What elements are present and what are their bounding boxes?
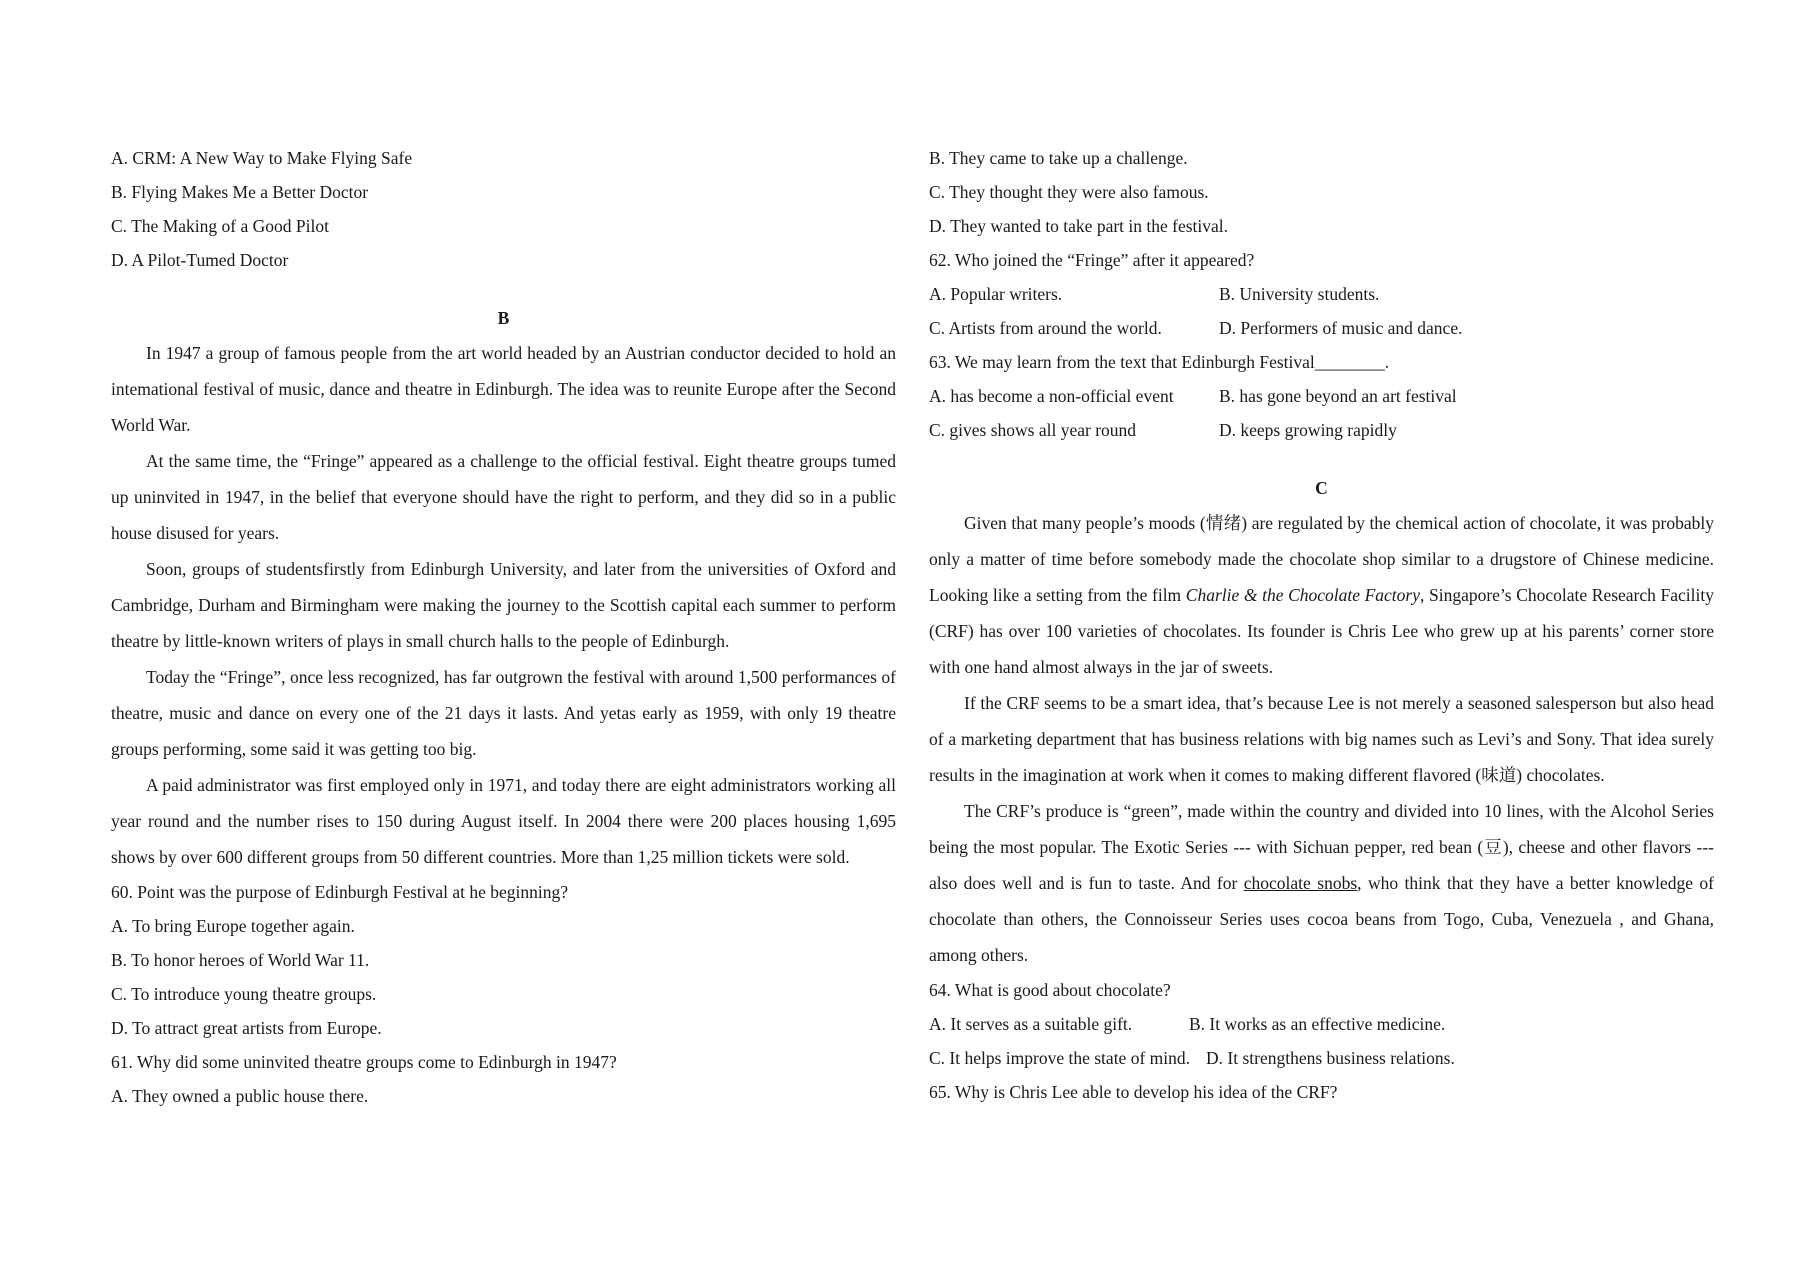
q61-option-d: D. They wanted to take part in the festival. [929,216,1229,236]
q62-option-d: D. Performers of music and dance. [1219,318,1463,338]
section-c-paragraph-3-start: The CRF’s produce is “green”, made within the country and divided into 10 lines, with the Alcohol Series being the most popular. The Exotic Series --- with Sichuan pepper, red bean (豆), cheese and other flavors --- also does well and is fun to taste. And for [929,801,1714,893]
section-c-paragraph-3 [929,793,1714,973]
q63-question: 63. We may learn from the text that Edinburgh Festival________. [929,352,1390,372]
section-b-paragraph-4: Today the “Fringe”, once less recognized, has far outgrown the festival with around 1,500 performances of theatre, music and dance on every one of the 21 days it lasts. And yetas early as 1959, with only 19 theatre groups performing, some said it was getting too big. [111,667,896,759]
q62-option-a: A. Popular writers. [929,284,1063,304]
q61-option-c: C. They thought they were also famous. [929,182,1209,202]
section-b-paragraph-2: At the same time, the “Fringe” appeared as a challenge to the official festival. Eight theatre groups tumed up uninvited in 1947, in the belief that everyone should have the right to perform, and they did so in a public house disused for years. [111,451,896,543]
underlined-phrase: chocolate snobs [1243,873,1358,893]
q64-option-b: B. It works as an effective medicine. [1189,1014,1446,1034]
q60-question: 60. Point was the purpose of Edinburgh Festival at he beginning? [111,882,569,902]
q60-option-d: D. To attract great artists from Europe. [111,1018,382,1038]
section-c-heading: C [1315,478,1328,498]
q64-options-row-1 [929,1007,1714,1041]
q62-options-row-2 [929,311,1714,345]
section-c-paragraph-1-end: , Singapore’s Chocolate Research Facility (CRF) has over 100 varieties of chocolates. Its founder is Chris Lee who grew up at his parents’ corner store with one hand almost always in the jar of sweets. [929,585,1714,677]
right-column [929,141,1714,1109]
q63-options-row-2 [929,413,1714,447]
left-column [111,141,896,1113]
film-title: Charlie & the Chocolate Factory [1185,585,1420,605]
q63-option-b: B. has gone beyond an art festival [1219,386,1457,406]
section-b-paragraph-5: A paid administrator was first employed only in 1971, and today there are eight administrators working all year round and the number rises to 150 during August itself. In 2004 there were 200 places housing 1,695 shows by over 600 different groups from 50 different countries. More than 1,25 million tickets were sold. [111,775,896,867]
q63-option-a: A. has become a non-official event [929,386,1174,406]
section-b-paragraph-1: In 1947 a group of famous people from the art world headed by an Austrian conductor decided to hold an intemational festival of music, dance and theatre in Edinburgh. The idea was to reunite Europe after the Second World War. [111,343,896,435]
q59-option-b: B. Flying Makes Me a Better Doctor [111,182,369,202]
q60-option-a: A. To bring Europe together again. [111,916,355,936]
q64-question: 64. What is good about chocolate? [929,980,1171,1000]
q59-option-a: A. CRM: A New Way to Make Flying Safe [111,148,413,168]
q64-option-d: D. It strengthens business relations. [1206,1048,1455,1068]
section-c-paragraph-1-start: Given that many people’s moods (情绪) are regulated by the chemical action of chocolate, it was probably only a matter of time before somebody made the chocolate shop similar to a drugstore of Chinese medicine. Looking like a setting from the film [929,513,1714,605]
q62-option-b: B. University students. [1219,284,1380,304]
q65-question: 65. Why is Chris Lee able to develop his idea of the CRF? [929,1082,1338,1102]
spacer [929,447,1714,471]
section-c-paragraph-2: If the CRF seems to be a smart idea, that’s because Lee is not merely a seasoned salesperson but also head of a marketing department that has business relations with big names such as Levi’s and Sony. That idea surely results in the imagination at work when it comes to making different flavored (味道) chocolates. [929,693,1714,785]
q62-question: 62. Who joined the “Fringe” after it appeared? [929,250,1255,270]
q64-options-row-2 [929,1041,1714,1075]
spacer [111,277,896,301]
q60-option-b: B. To honor heroes of World War 11. [111,950,370,970]
q63-options-row-1 [929,379,1714,413]
q61-option-a: A. They owned a public house there. [111,1086,369,1106]
section-b-heading: B [497,308,510,328]
q59-option-d: D. A Pilot-Tumed Doctor [111,250,289,270]
q59-option-c: C. The Making of a Good Pilot [111,216,329,236]
q62-option-c: C. Artists from around the world. [929,318,1162,338]
q64-option-a: A. It serves as a suitable gift. [929,1014,1133,1034]
q59-options [111,141,896,277]
q61-question: 61. Why did some uninvited theatre groups come to Edinburgh in 1947? [111,1052,617,1072]
section-c-paragraph-1 [929,505,1714,685]
section-c-paragraph-3-end: , who think that they have a better knowledge of chocolate than others, the Connoisseur Series uses cocoa beans from Togo, Cuba, Venezuela , and Ghana, among others. [929,873,1714,965]
q64-option-c: C. It helps improve the state of mind. [929,1048,1190,1068]
section-b-paragraph-3: Soon, groups of studentsfirstly from Edinburgh University, and later from the universities of Oxford and Cambridge, Durham and Birmingham were making the journey to the Scottish capital each summer to perform theatre by little-known writers of plays in small church halls to the people of Edinburgh. [111,559,896,651]
q60-option-c: C. To introduce young theatre groups. [111,984,377,1004]
q62-options-row-1 [929,277,1714,311]
q63-option-d: D. keeps growing rapidly [1219,420,1397,440]
q61-option-b: B. They came to take up a challenge. [929,148,1188,168]
q63-option-c: C. gives shows all year round [929,420,1137,440]
